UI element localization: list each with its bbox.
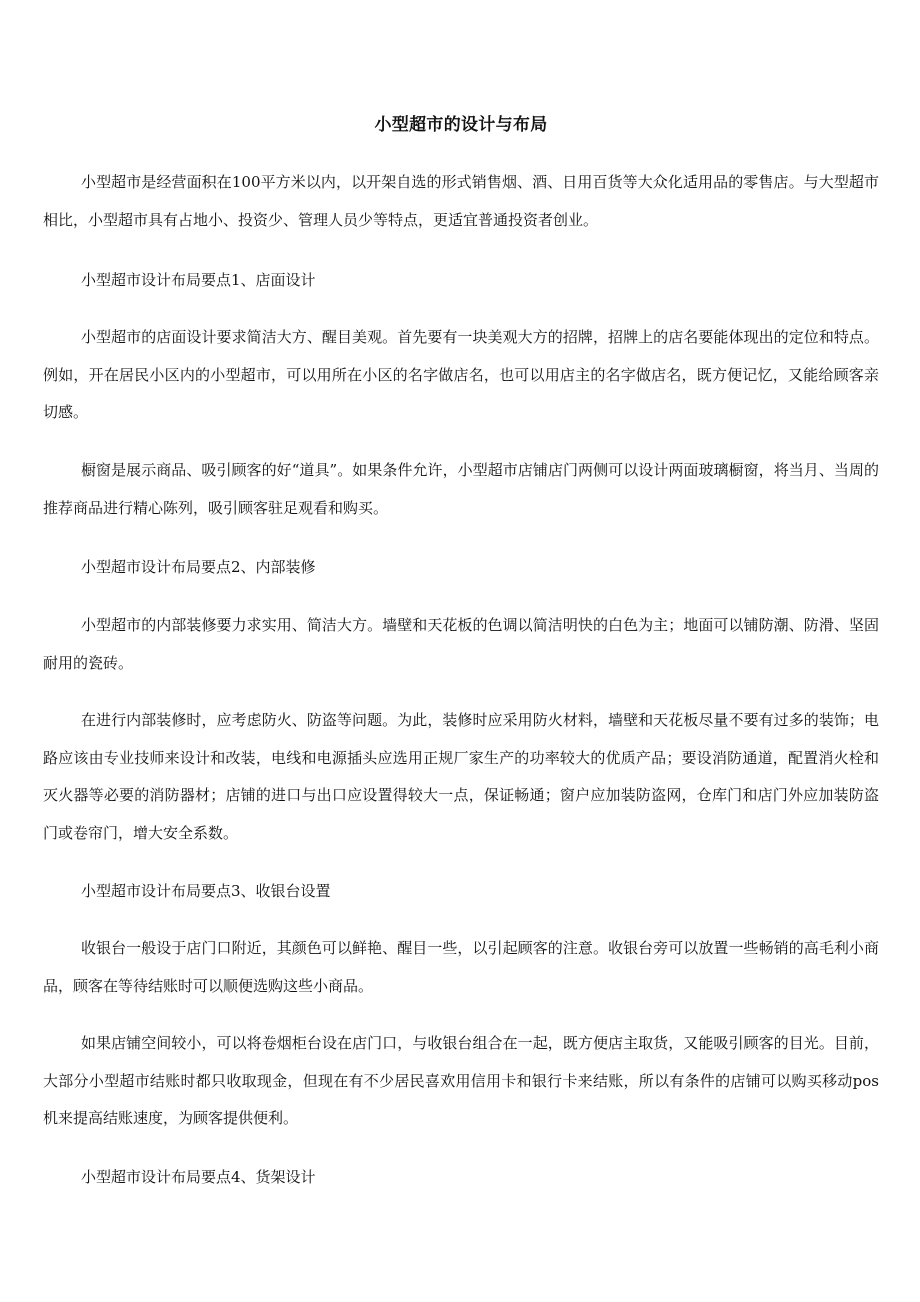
document-page [43, 0, 879, 1302]
paragraph-shop-window: 橱窗是展示商品、吸引顾客的好“道具”。如果条件允许，小型超市店铺店门两侧可以设计两面玻璃橱窗，将当月、当周的推荐商品进行精心陈列，吸引顾客驻足观看和购买。 [43, 461, 879, 517]
document-title: 小型超市的设计与布局 [374, 115, 548, 135]
paragraph-fire-theft-safety: 在进行内部装修时，应考虑防火、防盗等问题。为此，装修时应采用防火材料，墙壁和天花板尽量不要有过多的装饰；电路应该由专业技师来设计和改装，电线和电源插头应选用正规厂家生产的功率较大的优质产品；要设消防通道，配置消火栓和灭火器等必要的消防器材；店铺的进口与出口应设置得较大一点，保证畅通；窗户应加装防盗网，仓库门和店门外应加装防盗门或卷帘门，增大安全系数。 [43, 711, 879, 842]
section-heading-1: 小型超市设计布局要点1、店面设计 [81, 271, 316, 289]
paragraph-interior-decoration: 小型超市的内部装修要力求实用、简洁大方。墙壁和天花板的色调以简洁明快的白色为主；地面可以铺防潮、防滑、坚固耐用的瓷砖。 [43, 616, 879, 672]
paragraph-payment-options: 如果店铺空间较小，可以将卷烟柜台设在店门口，与收银台组合在一起，既方便店主取货，又能吸引顾客的目光。目前，大部分小型超市结账时都只收取现金，但现在有不少居民喜欢用信用卡和银行卡来结账，所以有条件的店铺可以购买移动pos机来提高结账速度，为顾客提供便利。 [43, 1034, 879, 1127]
section-heading-2: 小型超市设计布局要点2、内部装修 [81, 558, 316, 576]
section-heading-4: 小型超市设计布局要点4、货架设计 [81, 1168, 316, 1186]
paragraph-storefront-design: 小型超市的店面设计要求简洁大方、醒目美观。首先要有一块美观大方的招牌，招牌上的店名要能体现出的定位和特点。例如，开在居民小区内的小型超市，可以用所在小区的名字做店名，也可以用店主的名字做店名，既方便记忆，又能给顾客亲切感。 [43, 328, 879, 421]
section-heading-3: 小型超市设计布局要点3、收银台设置 [81, 882, 331, 900]
paragraph-intro: 小型超市是经营面积在100平方米以内，以开架自选的形式销售烟、酒、日用百货等大众化适用品的零售店。与大型超市相比，小型超市具有占地小、投资少、管理人员少等特点，更适宜普通投资者创业。 [43, 173, 879, 229]
paragraph-checkout-counter: 收银台一般设于店门口附近，其颜色可以鲜艳、醒目一些，以引起顾客的注意。收银台旁可以放置一些畅销的高毛利小商品，顾客在等待结账时可以顺便选购这些小商品。 [43, 939, 879, 995]
